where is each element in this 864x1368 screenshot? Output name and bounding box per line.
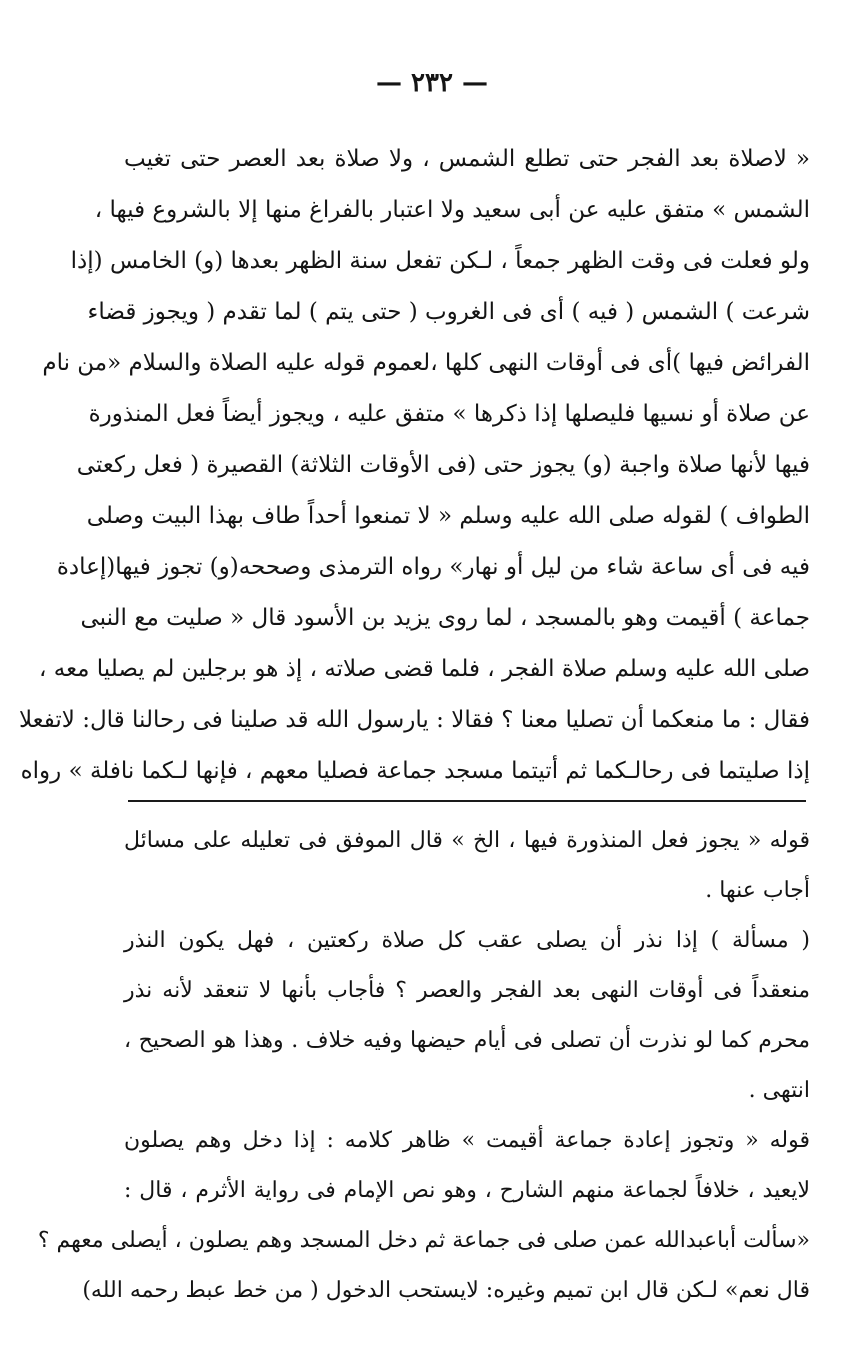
main-text-line: « لاصلاة بعد الفجر حتى تطلع الشمس ، ولا صلاة بعد العصر حتى تغيب bbox=[124, 146, 810, 172]
main-text-line: فيها لأنها صلاة واجبة (و) يجوز حتى (فى الأوقات الثلاثة) القصيرة ( فعل ركعتى bbox=[76, 452, 810, 478]
main-text-line: جماعة ) أقيمت وهو بالمسجد ، لما روى يزيد بن الأسود قال « صليت مع النبى bbox=[80, 605, 810, 631]
main-text-line: شرعت ) الشمس ( فيه ) أى فى الغروب ( حتى يتم ) لما تقدم ( ويجوز قضاء bbox=[87, 299, 810, 325]
main-text-line: ولو فعلت فى وقت الظهر جمعاً ، لـكن تفعل سنة الظهر بعدها (و) الخامس (إذا bbox=[70, 248, 810, 274]
page-number: — ٢٣٢ — bbox=[375, 68, 489, 98]
footnote-line: انتهى . bbox=[748, 1078, 810, 1103]
footnote-line: قوله « يجوز فعل المنذورة فيها ، الخ » قال الموفق فى تعليله على مسائل bbox=[124, 828, 810, 853]
main-text-line: عن صلاة أو نسيها فليصلها إذا ذكرها » متفق عليه ، ويجوز أيضاً فعل المنذورة bbox=[88, 401, 810, 427]
main-text-line: فقال : ما منعكما أن تصليا معنا ؟ فقالا : يارسول الله قد صلينا فى رحالنا قال: لاتفعلا bbox=[18, 707, 810, 733]
main-text-line: إذا صليتما فى رحالـكما ثم أتيتما مسجد جماعة فصليا معهم ، فإنها لـكما نافلة » رواه bbox=[20, 758, 810, 784]
footnote-line: منعقداً فى أوقات النهى بعد الفجر والعصر ؟ فأجاب بأنها لا تنعقد لأنه نذر bbox=[124, 978, 810, 1003]
main-text-line: الفرائض فيها )أى فى أوقات النهى كلها ،لعموم قوله عليه الصلاة والسلام «من نام bbox=[42, 350, 810, 376]
footnote-line: أجاب عنها . bbox=[705, 878, 810, 903]
main-text-line: الطواف ) لقوله صلى الله عليه وسلم « لا تمنعوا أحداً طاف بهذا البيت وصلى bbox=[86, 503, 810, 529]
footnote-line: قوله « وتجوز إعادة جماعة أقيمت » ظاهر كلامه : إذا دخل وهم يصلون bbox=[124, 1128, 810, 1153]
main-text-line: فيه فى أى ساعة شاء من ليل أو نهار» رواه الترمذى وصححه(و) تجوز فيها(إعادة bbox=[56, 554, 810, 580]
footnote-divider bbox=[128, 800, 806, 802]
footnote-line: قال نعم» لـكن قال ابن تميم وغيره: لايستحب الدخول ( من خط عبط رحمه الله) bbox=[82, 1278, 810, 1303]
footnote-line: «سألت أباعبدالله عمن صلى فى جماعة ثم دخل المسجد وهم يصلون ، أيصلى معهم ؟ bbox=[37, 1228, 810, 1253]
footnote-line: ( مسألة ) إذا نذر أن يصلى عقب كل صلاة ركعتين ، فهل يكون النذر bbox=[124, 928, 810, 953]
main-text-body bbox=[18, 134, 810, 797]
footnote-line: محرم كما لو نذرت أن تصلى فى أيام حيضها وفيه خلاف . وهذا هو الصحيح ، bbox=[124, 1028, 810, 1053]
footnote-line: لايعيد ، خلافاً لجماعة منهم الشارح ، وهو نص الإمام فى رواية الأثرم ، قال : bbox=[124, 1178, 810, 1203]
main-text-line: الشمس » متفق عليه عن أبى سعيد ولا اعتبار بالفراغ منها إلا بالشروع فيها ، bbox=[94, 197, 810, 223]
footnotes bbox=[37, 816, 810, 1316]
main-text-line: صلى الله عليه وسلم صلاة الفجر ، فلما قضى صلاته ، إذ هو برجلين لم يصليا معه ، bbox=[39, 656, 810, 682]
